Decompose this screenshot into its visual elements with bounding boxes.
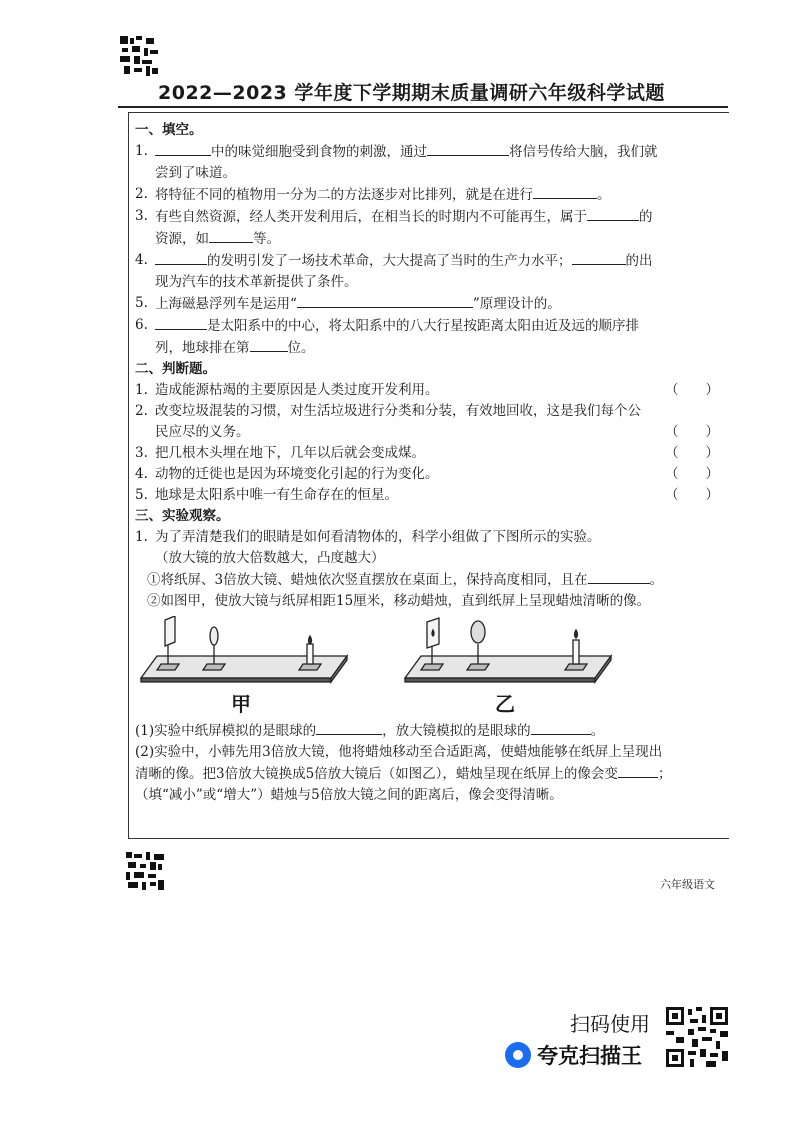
experiment-question-1: 1. 为了弄清楚我们的眼睛是如何看清物体的，科学小组做了下图所示的实验。 (135, 529, 601, 545)
answer-blank[interactable] (588, 569, 650, 584)
answer-blank[interactable] (618, 763, 658, 778)
scanner-qr-code-icon[interactable] (666, 1007, 728, 1067)
experiment-figures (135, 616, 727, 694)
answer-blank[interactable] (155, 250, 207, 265)
figure-a-label: 甲 (231, 692, 251, 716)
answer-blank[interactable] (155, 315, 207, 330)
answer-blank[interactable] (427, 141, 509, 156)
answer-blank[interactable] (316, 720, 382, 735)
fill-question-1: 1. 中的味觉细胞受到食物的刺激，通过 将信号传给大脑，我们就 尝到了味道。 (135, 143, 658, 181)
qr-code-bottom-icon (126, 852, 164, 890)
answer-blank[interactable] (587, 206, 639, 221)
experiment-diagram (135, 616, 727, 694)
answer-paren[interactable]: （ ） (665, 487, 719, 503)
question-content (135, 120, 727, 806)
experiment-part-2: (2)实验中，小韩先用3倍放大镜，他将蜡烛移动至合适距离，使蜡烛能够在纸屏上呈现出 清晰的像。把3倍放大镜换成5倍放大镜后（如图乙），蜡烛呈现在纸屏上的像会变 ； （填“减小”或“增大”）蜡烛与5倍放大镜之间的距离后，像会变得清晰。 (135, 744, 672, 803)
scan-label: 扫码使用 (570, 1012, 650, 1036)
experiment-part-1: (1)实验中纸屏模拟的是眼球的 ，放大镜模拟的是眼球的 。 (135, 720, 727, 742)
answer-blank[interactable] (209, 228, 253, 243)
figure-labels (135, 694, 727, 720)
answer-blank[interactable] (250, 337, 288, 352)
fill-question-4: 4. 的发明引发了一场技术革命，大大提高了当时的生产力水平； 的出 现为汽车的技术革新提供了条件。 (135, 252, 653, 290)
section1-heading: 一、填空。 (135, 122, 203, 138)
fill-question-6: 6. 是太阳系中的中心，将太阳系中的八大行星按距离太阳由近及远的顺序排 列，地球排在第 位。 (135, 317, 639, 356)
figure-b-label: 乙 (495, 692, 515, 716)
qr-code-top-icon (120, 36, 158, 76)
quark-logo-icon (505, 1042, 531, 1068)
section2-heading: 二、判断题。 (135, 361, 216, 377)
answer-blank[interactable] (533, 184, 597, 199)
answer-paren[interactable]: （ ） (665, 445, 719, 461)
experiment-note: （放大镜的放大倍数越大，凸度越大） (155, 550, 385, 566)
answer-paren[interactable]: （ ） (665, 424, 719, 440)
judge-question-3: 3. 把几根木头埋在地下，几年以后就会变成煤。 （ ） (135, 443, 727, 464)
section3-heading: 三、实验观察。 (135, 508, 230, 524)
answer-paren[interactable]: （ ） (665, 382, 719, 398)
fill-question-3: 3. 有些自然资源，经人类开发利用后，在相当长的时期内不可能再生，属于 的 资源，如 等。 (135, 208, 653, 247)
judge-question-5: 5. 地球是太阳系中唯一有生命存在的恒星。 （ ） (135, 485, 727, 506)
title-rule (118, 106, 728, 108)
experiment-step-2: ②如图甲，使放大镜与纸屏相距15厘米，移动蜡烛，直到纸屏上呈现蜡烛清晰的像。 (147, 593, 651, 609)
fill-question-2: 2. 将特征不同的植物用一分为二的方法逐步对比排列，就是在进行 。 (135, 186, 611, 203)
figure-b (405, 618, 611, 682)
figure-a (141, 616, 347, 682)
answer-blank[interactable] (531, 720, 591, 735)
answer-blank[interactable] (572, 250, 626, 265)
answer-blank[interactable] (155, 141, 211, 156)
footer-subject: 六年级语文 (660, 878, 715, 891)
judge-question-2: 2. 改变垃圾混装的习惯，对生活垃圾进行分类和分装，有效地回收，这是我们每个公 民应尽的义务。 （ ） (135, 401, 727, 443)
page-title: 2022—2023 学年度下学期期末质量调研六年级科学试题 (158, 82, 665, 104)
fill-question-5: 5. 上海磁悬浮列车是运用“ ”原理设计的。 (135, 295, 561, 312)
judge-question-1: 1. 造成能源枯竭的主要原因是人类过度开发利用。 （ ） (135, 380, 727, 401)
experiment-step-1: ①将纸屏、3倍放大镜、蜡烛依次竖直摆放在桌面上，保持高度相同，且在 。 (147, 569, 727, 591)
scanner-brand (505, 1040, 642, 1070)
brand-name: 夸克扫描王 (537, 1044, 642, 1068)
answer-blank[interactable] (297, 293, 473, 308)
judge-question-4: 4. 动物的迁徙也是因为环境变化引起的行为变化。 （ ） (135, 464, 727, 485)
answer-paren[interactable]: （ ） (665, 466, 719, 482)
